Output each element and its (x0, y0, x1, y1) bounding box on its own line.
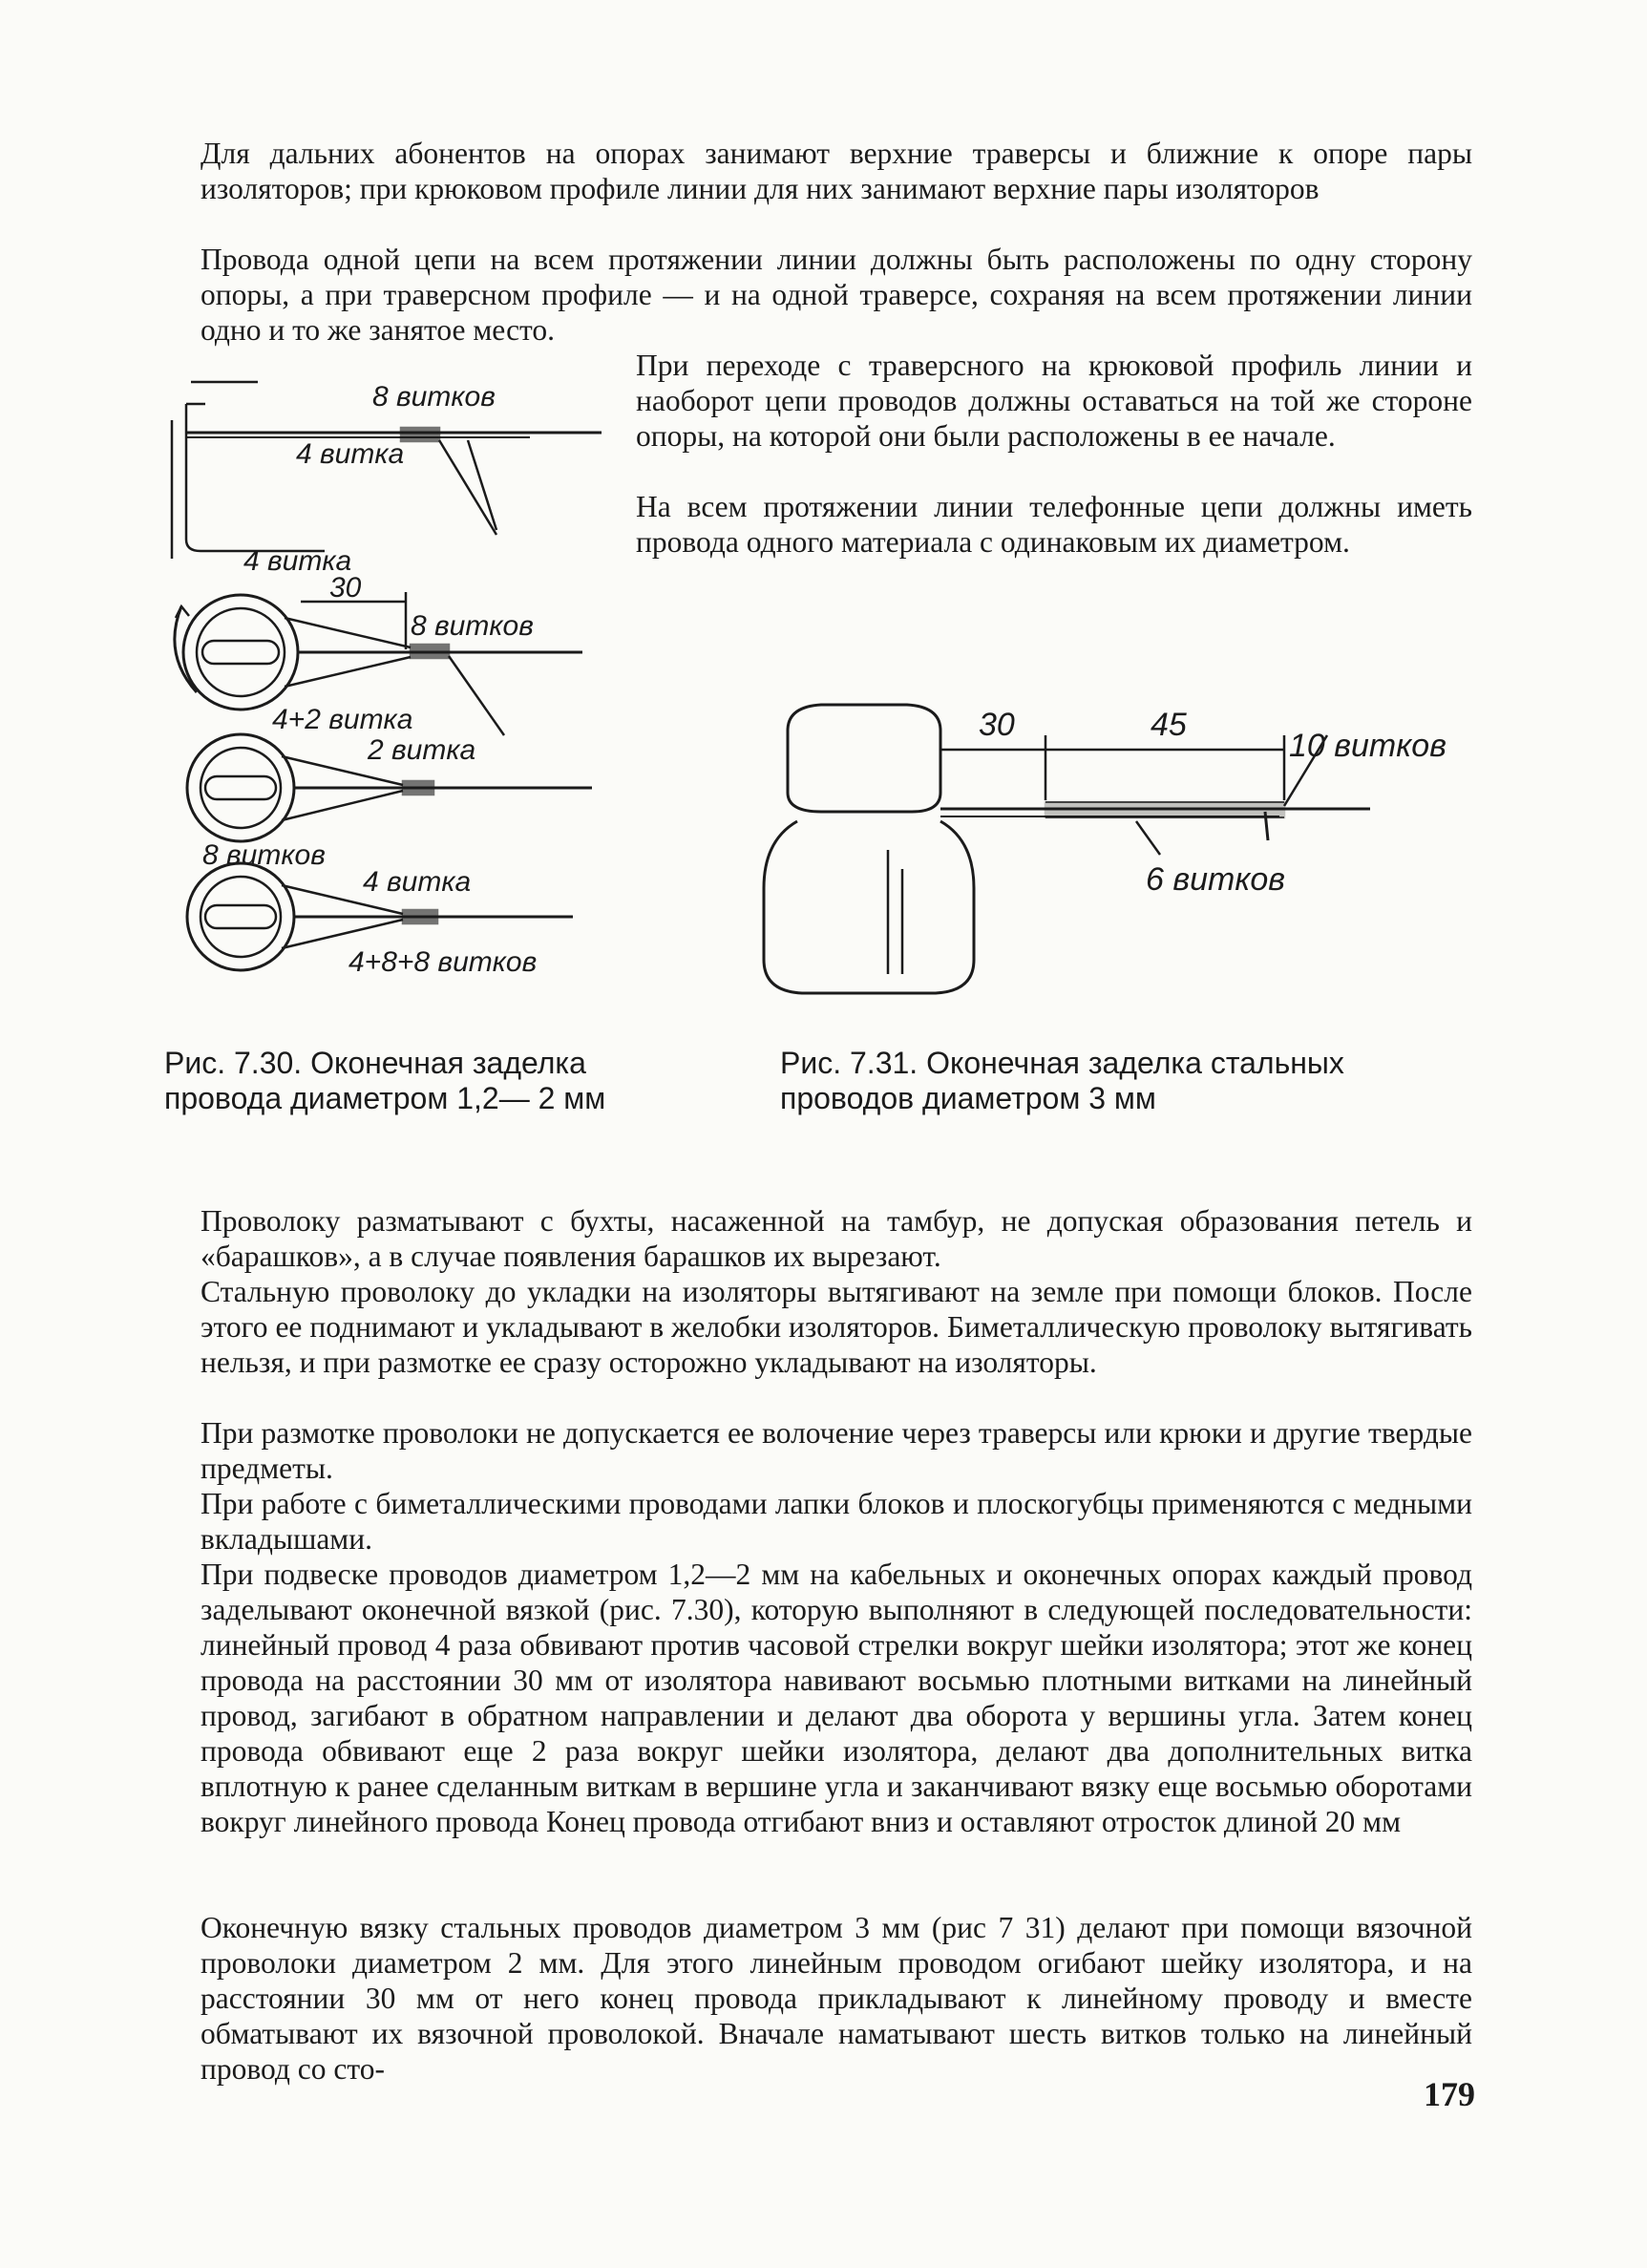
label-4-8-8-turns: 4+8+8 витков (348, 946, 538, 978)
figure-7-31 (745, 688, 1470, 1012)
label-4-turns-top: 4 витка (296, 438, 405, 470)
paragraph-2: Провода одной цепи на всем протяжении линии должны быть расположены по одну сторону опоры, а при траверсном профиле — и на одной траверсе, сохраняя на всем протяжении линии одно и то же занятое место. (201, 243, 1472, 347)
right-column-paragraph-1: При переходе с траверсного на крюковой профиль линии и наоборот цепи проводов должны оставаться на той же стороне опоры, на которой они были расположены в ее начале. (636, 349, 1472, 453)
body-paragraph-5: При подвеске проводов диаметром 1,2—2 мм на кабельных и оконечных опорах каждый провод заделывают оконечной вязкой (рис. 7.30), которую выполняют в следующей последовательности: линейный провод 4 раза обвивают против часовой стрелки вокруг шейки изолятора; этот же конец провода на расстоянии 30 мм от изолятора навивают восьмью плотными витками на линейный провод, загибают в обратном направлении и делают два оборота у вершины угла. Затем конец провода обвивают еще 2 раза вокруг шейки изолятора, делают два дополнительных витка вплотную к ранее сделанным виткам в вершине угла и заканчивают вязку еще восьмью оборотами вокруг линейного провода Конец провода отгибают вниз и оставляют отросток длиной 20 мм (201, 1558, 1472, 1838)
label-10-turns: 10 витков (1289, 728, 1446, 764)
body-paragraph-3: При размотке проволоки не допускается ее волочение через траверсы или крюки и другие твердые предметы. (201, 1416, 1472, 1485)
label-4-turns-mid: 4 витка (243, 545, 352, 577)
label-8-turns-c3: 8 витков (202, 839, 326, 871)
label-2-turns: 2 витка (368, 734, 476, 766)
body-paragraph-6: Оконечную вязку стальных проводов диаметром 3 мм (рис 7 31) делают при помощи вязочной проволоки диаметром 2 мм. Для этого линейным проводом огибают шейку изолятора, и на расстоянии 30 мм от него конец провода прикладывают к линейному проводу и вместе обматывают их вязочной проволокой. Вначале наматывают шесть витков только на линейный провод со сто- (201, 1911, 1472, 2086)
insulator-circle-2 (187, 734, 294, 841)
insulator-circle-1 (183, 595, 298, 710)
insulator-circle-3 (187, 863, 294, 970)
label-4-2-turns: 4+2 витка (272, 704, 413, 735)
paragraph-1: Для дальних абонентов на опорах занимают верхние траверсы и ближние к опоре пары изоляторов; при крюковом профиле линии для них занимают верхние пары изоляторов (201, 137, 1472, 205)
label-4-turns-c3: 4 витка (363, 866, 472, 898)
right-column-paragraph-2: На всем протяжении линии телефонные цепи должны иметь провода одного материала с одинаковым их диаметром. (636, 490, 1472, 559)
figure-7-30-caption: Рис. 7.30. Оконечная заделка провода диаметром 1,2— 2 мм (164, 1046, 606, 1115)
figure-7-30 (153, 368, 649, 998)
insulator-head (788, 705, 940, 812)
label-dim-45: 45 (1151, 707, 1187, 743)
body-paragraph-1: Проволоку разматывают с бухты, насаженной на тамбур, не допуская образования петель и «барашков», а в случае появления барашков их вырезают. (201, 1204, 1472, 1273)
label-8-turns-mid: 8 витков (411, 610, 534, 642)
label-dim-30: 30 (329, 572, 362, 604)
label-dim-30: 30 (979, 707, 1015, 743)
insulator-body-outline (186, 404, 325, 551)
figure-7-31-caption: Рис. 7.31. Оконечная заделка стальных проводов диаметром 3 мм (780, 1046, 1344, 1115)
body-paragraph-2: Стальную проволоку до укладки на изоляторы вытягивают на земле при помощи блоков. После этого ее поднимают и укладывают в желобки изоляторов. Биметаллическую проволоку вытягивать нельзя, и при размотке ее сразу осторожно укладывают на изоляторы. (201, 1275, 1472, 1379)
insulator-body (764, 821, 974, 993)
label-6-turns: 6 витков (1146, 861, 1286, 898)
label-8-turns-top: 8 витков (372, 381, 496, 413)
body-paragraph-4: При работе с биметаллическими проводами лапки блоков и плоскогубцы применяются с медными вкладышами. (201, 1487, 1472, 1556)
page-number: 179 (1424, 2075, 1475, 2113)
